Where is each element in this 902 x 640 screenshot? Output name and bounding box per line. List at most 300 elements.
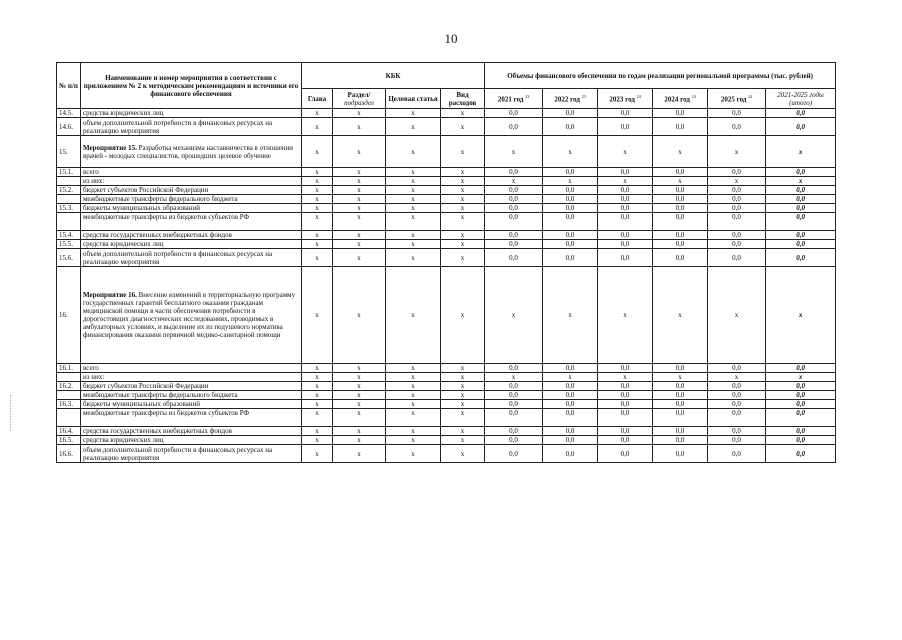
kbk-cell: x [333,373,386,382]
row-name-text: средства государственных внебюджетных фондов [83,427,232,435]
value-cell: 0,0 [708,249,766,267]
table-row [57,186,836,195]
row-name-text: Внесение изменений в территориальную программу государственных гарантий бесплатного оказания гражданам медицинской помощи в части обеспечения потребности в дорогостоящих диагностических исследованиях, проводимых в амбулаторных условиях, и выделение их из подушевого норматива финансирования оказания первичной медико-санитарной помощи [83,291,296,339]
value-cell: 0,0 [543,240,598,249]
kbk-cell: x [302,391,333,400]
kbk-cell: x [333,186,386,195]
header-total: 2021-2025 годы (итого) [766,89,836,109]
kbk-cell: x [302,364,333,373]
value-cell: 0,0 [653,118,708,136]
kbk-cell: x [386,373,441,382]
value-cell: 0,0 [653,213,708,231]
value-cell: x [653,177,708,186]
kbk-cell: x [302,118,333,136]
row-name [81,409,302,427]
row-name-text: межбюджетные трансферты федерального бюджета [83,195,238,203]
kbk-cell: x [441,213,485,231]
value-cell: 0,0 [653,109,708,118]
row-name [81,445,302,463]
header-year-2021: 2021 год $^{23}$ [485,89,543,109]
value-cell: 0,0 [653,436,708,445]
value-cell: 0,0 [708,195,766,204]
kbk-cell: x [386,136,441,168]
row-number: 16.5. [57,436,81,445]
row-number: 16.6. [57,445,81,463]
row-name-text: объем дополнительной потребности в финансовых ресурсах на реализацию мероприятия [83,118,273,135]
value-cell: 0,0 [598,118,653,136]
row-name-text: межбюджетные трансферты из бюджетов субъектов РФ [83,213,250,221]
value-cell: 0,0 [543,445,598,463]
kbk-cell: x [386,177,441,186]
header-celevaya-statya: Целевая статья [386,89,441,109]
kbk-cell: x [302,231,333,240]
row-name-text: бюджет субъектов Российской Федерации [83,186,209,194]
row-name-text: объем дополнительной потребности в финансовых ресурсах на реализацию мероприятия [83,249,273,266]
value-cell: 0,0 [543,427,598,436]
kbk-cell: x [333,249,386,267]
row-name-text: средства государственных внебюджетных фондов [83,231,232,239]
value-cell: 0,0 [543,382,598,391]
kbk-cell: x [441,240,485,249]
value-cell: 0,0 [543,118,598,136]
value-cell: 0,0 [485,186,543,195]
table-row [57,109,836,118]
kbk-cell: x [441,382,485,391]
row-number: 16.1. [57,364,81,373]
value-cell: x [598,267,653,364]
value-cell: 0,0 [598,436,653,445]
kbk-cell: x [333,177,386,186]
value-cell: 0,0 [598,240,653,249]
kbk-cell: x [302,213,333,231]
row-name-text: бюджеты муниципальных образований [83,400,201,408]
value-cell: 0,0 [543,364,598,373]
header-vid-rashodov: Вид расходов [441,89,485,109]
value-cell: 0,0 [485,249,543,267]
row-number: 16.3. [57,400,81,409]
row-name [81,168,302,177]
value-cell: 0,0 [598,168,653,177]
kbk-cell: x [386,118,441,136]
kbk-cell: x [333,364,386,373]
value-cell: x [653,136,708,168]
kbk-cell: x [386,436,441,445]
kbk-cell: x [386,195,441,204]
kbk-cell: x [441,267,485,364]
value-cell: 0,0 [653,400,708,409]
row-name-text: из них: [83,373,105,381]
header-razdel: Раздел/ подраздел [333,89,386,109]
value-cell: 0,0 [598,249,653,267]
value-cell: 0,0 [485,382,543,391]
value-cell: x [543,177,598,186]
row-name-text: всего [83,168,99,176]
kbk-cell: x [386,391,441,400]
row-number [57,373,81,382]
total-cell: 0,0 [766,400,836,409]
value-cell: 0,0 [708,213,766,231]
table-row [57,436,836,445]
total-cell: x [766,373,836,382]
row-name [81,240,302,249]
kbk-cell: x [441,436,485,445]
total-cell: 0,0 [766,427,836,436]
value-cell: x [543,373,598,382]
value-cell: 0,0 [653,195,708,204]
total-cell: x [766,267,836,364]
row-number: 15.2. [57,186,81,195]
kbk-cell: x [333,168,386,177]
table-body [57,109,836,463]
header-year-2024: 2024 год $^{24}$ [653,89,708,109]
kbk-cell: x [302,249,333,267]
value-cell: 0,0 [598,391,653,400]
table-row [57,382,836,391]
row-number: 14.6. [57,118,81,136]
value-cell: 0,0 [708,204,766,213]
total-cell: 0,0 [766,186,836,195]
total-cell: x [766,177,836,186]
value-cell: 0,0 [708,445,766,463]
value-cell: 0,0 [485,391,543,400]
row-number: 15.6. [57,249,81,267]
row-name [81,109,302,118]
value-cell: 0,0 [653,427,708,436]
value-cell: 0,0 [543,249,598,267]
value-cell: x [653,373,708,382]
value-cell: 0,0 [485,364,543,373]
value-cell: 0,0 [653,249,708,267]
value-cell: 0,0 [708,168,766,177]
kbk-cell: x [441,400,485,409]
row-name-text: объем дополнительной потребности в финансовых ресурсах на реализацию мероприятия [83,445,273,462]
value-cell: 0,0 [598,213,653,231]
table-row [57,213,836,231]
value-cell: 0,0 [653,186,708,195]
row-name-text: средства юридических лиц [83,240,164,248]
value-cell: 0,0 [708,409,766,427]
value-cell: 0,0 [485,168,543,177]
row-number [57,195,81,204]
row-name [81,382,302,391]
value-cell: 0,0 [598,409,653,427]
kbk-cell: x [302,109,333,118]
value-cell: 0,0 [598,382,653,391]
header-glava: Глава [302,89,333,109]
value-cell: 0,0 [708,118,766,136]
value-cell: 0,0 [485,204,543,213]
table-row [57,177,836,186]
value-cell: 0,0 [485,118,543,136]
value-cell: 0,0 [653,231,708,240]
header-funding: Объемы финансового обеспечения по годам реализации региональной программы (тыс. рублей) [485,63,836,89]
row-name [81,436,302,445]
kbk-cell: x [302,204,333,213]
value-cell: 0,0 [598,186,653,195]
kbk-cell: x [302,400,333,409]
kbk-cell: x [333,204,386,213]
kbk-cell: x [333,445,386,463]
value-cell: 0,0 [543,195,598,204]
kbk-cell: x [333,240,386,249]
value-cell: 0,0 [653,240,708,249]
kbk-cell: x [302,427,333,436]
row-name-text: межбюджетные трансферты из бюджетов субъектов РФ [83,409,250,417]
kbk-cell: x [386,364,441,373]
table-row [57,409,836,427]
row-name-text: средства юридических лиц [83,109,164,117]
value-cell: 0,0 [598,109,653,118]
table-row [57,168,836,177]
total-cell: 0,0 [766,364,836,373]
value-cell: 0,0 [543,109,598,118]
kbk-cell: x [441,136,485,168]
value-cell: 0,0 [653,168,708,177]
kbk-cell: x [386,186,441,195]
header-num: № п/п [57,63,81,109]
kbk-cell: x [386,382,441,391]
value-cell: x [485,267,543,364]
value-cell: 0,0 [598,364,653,373]
page-number: 10 [444,31,458,46]
row-number: 15.3. [57,204,81,213]
row-name [81,231,302,240]
kbk-cell: x [333,382,386,391]
kbk-cell: x [386,204,441,213]
row-number: 16. [57,267,81,364]
value-cell: 0,0 [653,391,708,400]
kbk-cell: x [333,136,386,168]
kbk-cell: x [302,240,333,249]
value-cell: x [485,136,543,168]
row-name-text: бюджет субъектов Российской Федерации [83,382,209,390]
row-number: 15.1. [57,168,81,177]
kbk-cell: x [333,231,386,240]
row-name [81,204,302,213]
row-number: 16.4. [57,427,81,436]
total-cell: 0,0 [766,249,836,267]
total-cell: 0,0 [766,436,836,445]
value-cell: 0,0 [653,382,708,391]
kbk-cell: x [441,231,485,240]
table-row [57,391,836,400]
value-cell: 0,0 [543,391,598,400]
row-name-text: межбюджетные трансферты федерального бюджета [83,391,238,399]
value-cell: 0,0 [543,186,598,195]
row-number: 14.5. [57,109,81,118]
scan-artifact [10,395,12,431]
header-year-2022: 2022 год $^{23}$ [543,89,598,109]
value-cell: 0,0 [543,409,598,427]
kbk-cell: x [386,445,441,463]
kbk-cell: x [302,267,333,364]
row-name [81,373,302,382]
value-cell: 0,0 [708,436,766,445]
kbk-cell: x [333,195,386,204]
table-row [57,204,836,213]
kbk-cell: x [333,400,386,409]
row-name-text: Разработка механизма наставничества в отношении врачей - молодых специалистов, прошедших целевое обучение [83,143,294,160]
table-row [57,136,836,168]
table-row [57,249,836,267]
table-row [57,118,836,136]
kbk-cell: x [441,109,485,118]
value-cell: x [708,267,766,364]
measure-label: Мероприятие 15. [83,143,137,152]
table-row [57,373,836,382]
value-cell: 0,0 [543,400,598,409]
value-cell: 0,0 [543,231,598,240]
kbk-cell: x [333,213,386,231]
table-row [57,427,836,436]
kbk-cell: x [386,427,441,436]
row-name [81,427,302,436]
value-cell: 0,0 [653,409,708,427]
table-row [57,231,836,240]
kbk-cell: x [302,186,333,195]
kbk-cell: x [302,177,333,186]
kbk-cell: x [302,136,333,168]
kbk-cell: x [441,364,485,373]
table-row [57,400,836,409]
header-kbk: КБК [302,63,485,89]
total-cell: 0,0 [766,240,836,249]
value-cell: 0,0 [485,109,543,118]
row-name [81,177,302,186]
row-number: 16.2. [57,382,81,391]
kbk-cell: x [333,409,386,427]
total-cell: 0,0 [766,382,836,391]
kbk-cell: x [333,109,386,118]
kbk-cell: x [302,436,333,445]
value-cell: x [708,373,766,382]
value-cell: 0,0 [543,436,598,445]
row-name-text: всего [83,364,99,372]
total-cell: 0,0 [766,231,836,240]
value-cell: 0,0 [485,231,543,240]
value-cell: 0,0 [708,427,766,436]
value-cell: x [485,373,543,382]
row-number [57,409,81,427]
kbk-cell: x [441,409,485,427]
total-cell: 0,0 [766,391,836,400]
kbk-cell: x [302,445,333,463]
value-cell: 0,0 [708,391,766,400]
kbk-cell: x [441,373,485,382]
total-cell: 0,0 [766,409,836,427]
kbk-cell: x [386,231,441,240]
value-cell: 0,0 [598,231,653,240]
row-name [81,400,302,409]
value-cell: 0,0 [485,427,543,436]
kbk-cell: x [302,195,333,204]
row-number: 15.4. [57,231,81,240]
kbk-cell: x [386,240,441,249]
total-cell: 0,0 [766,168,836,177]
row-number: 15.5. [57,240,81,249]
value-cell: x [708,136,766,168]
funding-table [56,62,836,463]
row-name [81,213,302,231]
value-cell: 0,0 [708,364,766,373]
value-cell: 0,0 [598,400,653,409]
kbk-cell: x [441,249,485,267]
value-cell: x [543,267,598,364]
row-name-text: из них: [83,177,105,185]
kbk-cell: x [302,373,333,382]
value-cell: 0,0 [598,445,653,463]
value-cell: 0,0 [485,400,543,409]
table-row [57,240,836,249]
value-cell: 0,0 [485,409,543,427]
total-cell: 0,0 [766,204,836,213]
row-name [81,267,302,364]
row-name-text: средства юридических лиц [83,436,164,444]
value-cell: 0,0 [708,400,766,409]
row-name [81,136,302,168]
table-row [57,445,836,463]
table-row [57,267,836,364]
kbk-cell: x [333,436,386,445]
kbk-cell: x [441,118,485,136]
value-cell: x [598,136,653,168]
kbk-cell: x [302,168,333,177]
kbk-cell: x [441,177,485,186]
row-number [57,177,81,186]
value-cell: 0,0 [485,195,543,204]
value-cell: 0,0 [653,445,708,463]
value-cell: 0,0 [708,109,766,118]
value-cell: 0,0 [598,195,653,204]
value-cell: x [598,177,653,186]
value-cell: 0,0 [653,204,708,213]
value-cell: 0,0 [485,436,543,445]
value-cell: 0,0 [708,186,766,195]
value-cell: x [598,373,653,382]
kbk-cell: x [333,118,386,136]
value-cell: 0,0 [598,204,653,213]
value-cell: 0,0 [543,213,598,231]
row-number: 15. [57,136,81,168]
row-number [57,391,81,400]
row-name [81,186,302,195]
table-row [57,195,836,204]
value-cell: 0,0 [485,445,543,463]
total-cell: x [766,136,836,168]
kbk-cell: x [386,249,441,267]
kbk-cell: x [441,427,485,436]
value-cell: x [653,267,708,364]
kbk-cell: x [386,168,441,177]
value-cell: 0,0 [543,168,598,177]
row-name [81,118,302,136]
kbk-cell: x [441,195,485,204]
value-cell: x [543,136,598,168]
value-cell: 0,0 [485,213,543,231]
header-name: Наименование и номер мероприятия в соответствии с приложением № 2 к методическим рекомендациям и источники его финансового обеспечения [81,63,302,109]
kbk-cell: x [386,400,441,409]
measure-label: Мероприятие 16. [83,291,137,299]
value-cell: 0,0 [708,240,766,249]
kbk-cell: x [441,391,485,400]
kbk-cell: x [302,409,333,427]
kbk-cell: x [386,267,441,364]
total-cell: 0,0 [766,109,836,118]
kbk-cell: x [441,168,485,177]
header-year-2023: 2023 год $^{24}$ [598,89,653,109]
total-cell: 0,0 [766,118,836,136]
kbk-cell: x [386,409,441,427]
